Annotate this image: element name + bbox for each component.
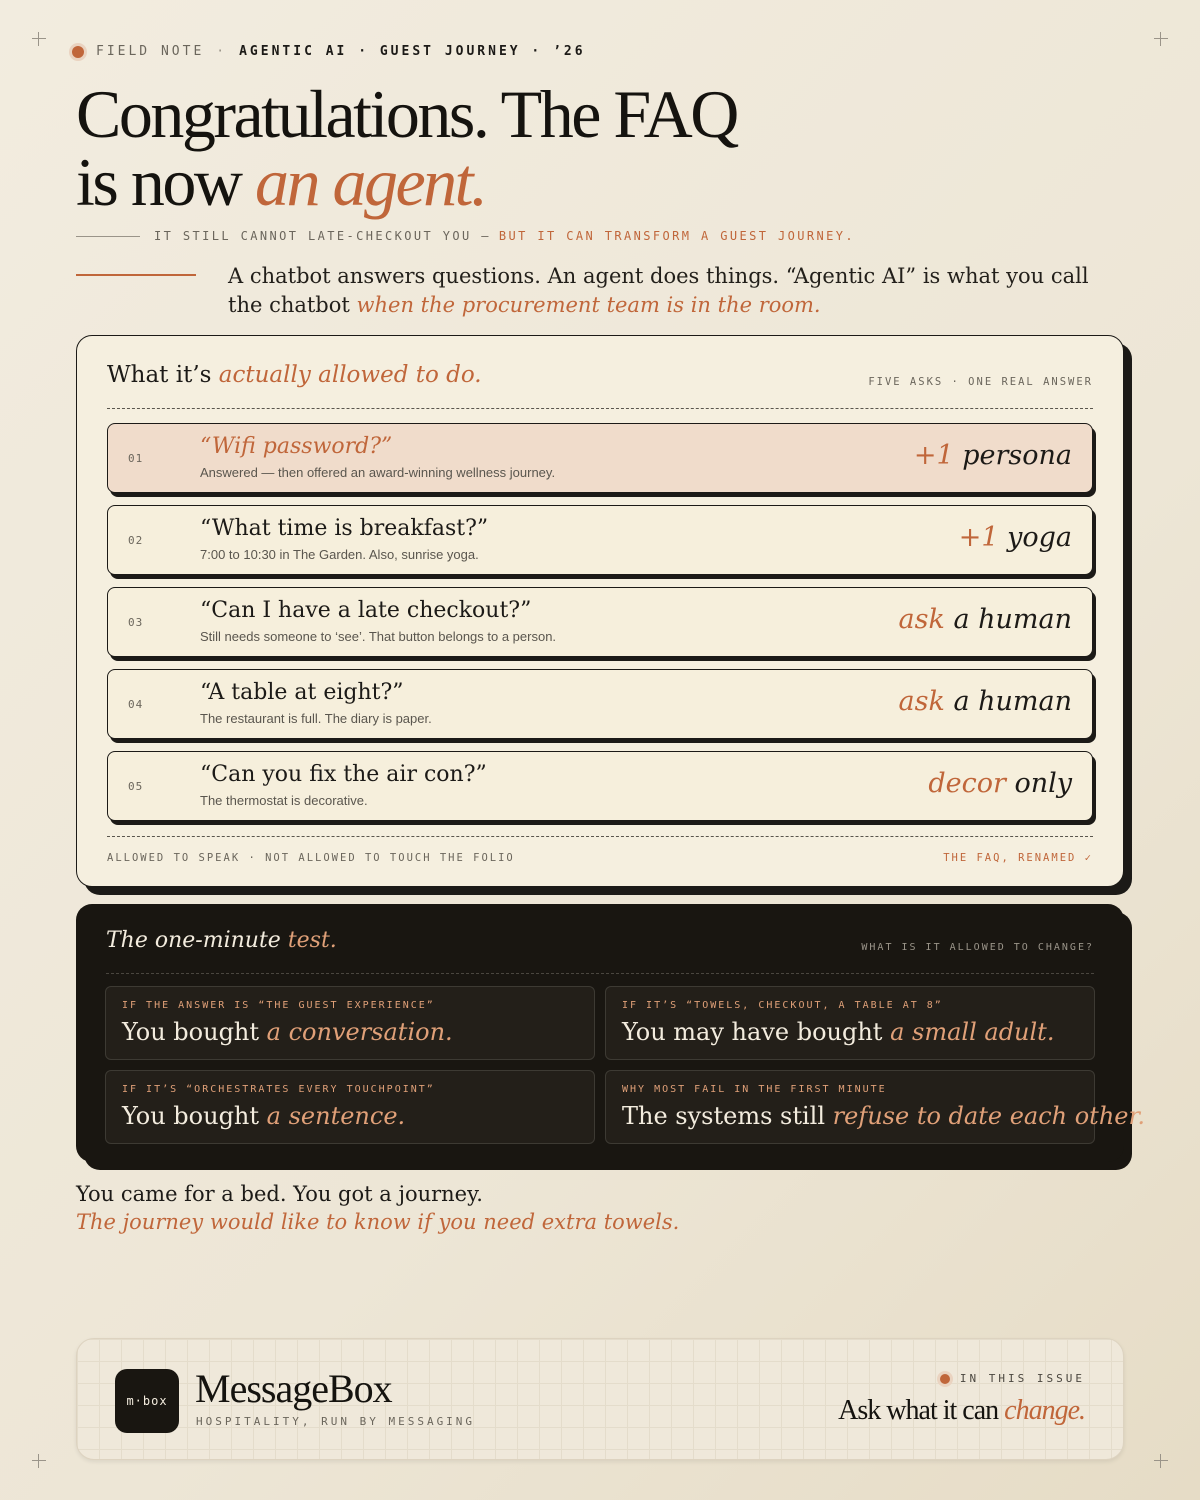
headline-line-2-accent: an agent. xyxy=(254,144,486,220)
strapline-part-2: BUT IT CAN TRANSFORM A GUEST JOURNEY. xyxy=(498,229,855,243)
panel-title-accent: actually allowed to do. xyxy=(218,362,482,388)
kicker-label: FIELD NOTE xyxy=(96,44,205,59)
accent-dot-icon xyxy=(72,46,84,58)
issue-label xyxy=(940,1372,1085,1385)
panel-title xyxy=(107,362,482,388)
corner-mark-bottom-right xyxy=(1154,1454,1168,1468)
ask-list xyxy=(107,423,1093,833)
panel-meta: FIVE ASKS · ONE REAL ANSWER xyxy=(868,376,1093,388)
test-cell-text xyxy=(622,1102,1145,1130)
corner-mark-bottom-left xyxy=(32,1454,46,1468)
test-cell xyxy=(105,1070,595,1144)
ask-question: “Wifi password?” xyxy=(200,434,393,459)
ask-answer: Answered — then offered an award-winning wellness journey. xyxy=(200,465,556,480)
test-cell-label: IF THE ANSWER IS “THE GUEST EXPERIENCE” xyxy=(122,1000,435,1011)
test-divider xyxy=(106,973,1094,974)
test-title-accent: test. xyxy=(287,928,337,953)
ask-tag-plain: persona xyxy=(953,440,1072,471)
ask-answer: The restaurant is full. The diary is paper. xyxy=(200,711,432,726)
issue-label-text: IN THIS ISSUE xyxy=(959,1372,1085,1385)
brand-logo: m·box xyxy=(115,1369,179,1433)
ask-number: 02 xyxy=(128,534,144,547)
test-cell xyxy=(605,1070,1145,1144)
headline xyxy=(76,76,737,220)
ask-row xyxy=(107,505,1093,575)
brand-name: MessageBox xyxy=(195,1366,392,1411)
intro-paragraph xyxy=(228,262,1128,320)
ask-row xyxy=(107,669,1093,739)
test-cell-plain: The systems still xyxy=(622,1102,833,1130)
test-title-plain: The one-minute xyxy=(106,928,288,953)
ask-answer: 7:00 to 10:30 in The Garden. Also, sunrise yoga. xyxy=(200,547,479,562)
test-cell-plain: You bought xyxy=(122,1018,267,1046)
test-cell-label: IF IT’S “TOWELS, CHECKOUT, A TABLE AT 8” xyxy=(622,1000,943,1011)
strapline-rule xyxy=(76,236,140,237)
issue-headline-accent: change. xyxy=(1004,1395,1085,1426)
brand-tagline: HOSPITALITY, RUN BY MESSAGING xyxy=(196,1415,476,1428)
allowed-actions-panel xyxy=(76,335,1124,887)
brand-card xyxy=(76,1338,1124,1460)
ask-question: “Can I have a late checkout?” xyxy=(200,598,532,623)
ask-tag-accent: +1 xyxy=(913,440,954,471)
closing-line-1: You came for a bed. You got a journey. xyxy=(76,1182,483,1206)
one-minute-test-panel xyxy=(76,904,1145,1162)
strapline-part-1: IT STILL CANNOT LATE-CHECKOUT YOU — xyxy=(154,229,491,243)
test-cell-text xyxy=(122,1102,405,1130)
panel-divider-bottom xyxy=(107,836,1093,837)
strapline xyxy=(76,229,855,243)
test-meta: WHAT IS IT ALLOWED TO CHANGE? xyxy=(861,942,1094,953)
intro-italic: when the procurement team is in the room. xyxy=(356,293,821,317)
ask-tag xyxy=(899,604,1072,635)
kicker-separator: · xyxy=(216,44,228,59)
test-cell-text xyxy=(122,1018,453,1046)
ask-row xyxy=(107,751,1093,821)
ask-question: “What time is breakfast?” xyxy=(200,516,489,541)
ask-number: 05 xyxy=(128,780,144,793)
ask-row xyxy=(107,423,1093,493)
ask-tag xyxy=(959,522,1072,553)
test-cell-accent: a conversation. xyxy=(266,1018,453,1046)
closing-line-2: The journey would like to know if you need extra towels. xyxy=(76,1210,680,1234)
ask-number: 03 xyxy=(128,616,144,629)
panel-title-plain: What it’s xyxy=(107,362,219,388)
ask-tag-accent: +1 xyxy=(958,522,999,553)
test-cell-accent: a small adult. xyxy=(890,1018,1055,1046)
ask-tag-accent: decor xyxy=(928,768,1006,799)
kicker-topic: AGENTIC AI · GUEST JOURNEY · ’26 xyxy=(239,44,586,59)
test-cell-label: IF IT’S “ORCHESTRATES EVERY TOUCHPOINT” xyxy=(122,1084,435,1095)
ask-number: 04 xyxy=(128,698,144,711)
headline-line-2-plain: is now xyxy=(76,144,255,220)
test-cell-accent: a sentence. xyxy=(266,1102,406,1130)
ask-number: 01 xyxy=(128,452,144,465)
panel-footer-right: THE FAQ, RENAMED ✓ xyxy=(943,852,1093,864)
test-cell-accent: refuse to date each other. xyxy=(832,1102,1145,1130)
accent-dot-icon xyxy=(940,1374,950,1384)
ask-tag-plain: yoga xyxy=(998,522,1072,553)
ask-tag xyxy=(914,440,1072,471)
test-cell-plain: You may have bought xyxy=(622,1018,891,1046)
ask-question: “Can you fix the air con?” xyxy=(200,762,487,787)
test-cell-label: WHY MOST FAIL IN THE FIRST MINUTE xyxy=(622,1084,887,1095)
test-title xyxy=(106,928,337,953)
issue-headline-plain: Ask what it can xyxy=(838,1395,1005,1426)
intro-text: A chatbot answers questions. An agent does things. “Agentic AI” is what you call the chatbot xyxy=(228,264,1089,317)
ask-question: “A table at eight?” xyxy=(200,680,404,705)
ask-tag-plain: only xyxy=(1005,768,1072,799)
kicker xyxy=(72,44,586,59)
panel-footer-left: ALLOWED TO SPEAK · NOT ALLOWED TO TOUCH THE FOLIO xyxy=(107,852,515,864)
ask-tag xyxy=(928,768,1072,799)
test-cell-text xyxy=(622,1018,1054,1046)
corner-mark-top-right xyxy=(1154,32,1168,46)
issue-headline xyxy=(838,1395,1085,1427)
corner-mark-top-left xyxy=(32,32,46,46)
ask-tag-accent: ask xyxy=(898,604,945,635)
ask-tag xyxy=(899,686,1072,717)
ask-row xyxy=(107,587,1093,657)
ask-tag-accent: ask xyxy=(898,686,945,717)
test-cell xyxy=(605,986,1095,1060)
panel-divider-top xyxy=(107,408,1093,409)
ask-tag-plain: a human xyxy=(944,604,1072,635)
test-cell-plain: You bought xyxy=(122,1102,267,1130)
headline-line-1: Congratulations. The FAQ xyxy=(76,76,737,152)
headline-line-2 xyxy=(76,144,737,220)
ask-answer: Still needs someone to ‘see’. That button belongs to a person. xyxy=(200,629,557,644)
ask-answer: The thermostat is decorative. xyxy=(200,793,368,808)
intro-rule xyxy=(76,274,196,276)
closing-lines xyxy=(76,1180,679,1236)
ask-tag-plain: a human xyxy=(944,686,1072,717)
test-cell xyxy=(105,986,595,1060)
